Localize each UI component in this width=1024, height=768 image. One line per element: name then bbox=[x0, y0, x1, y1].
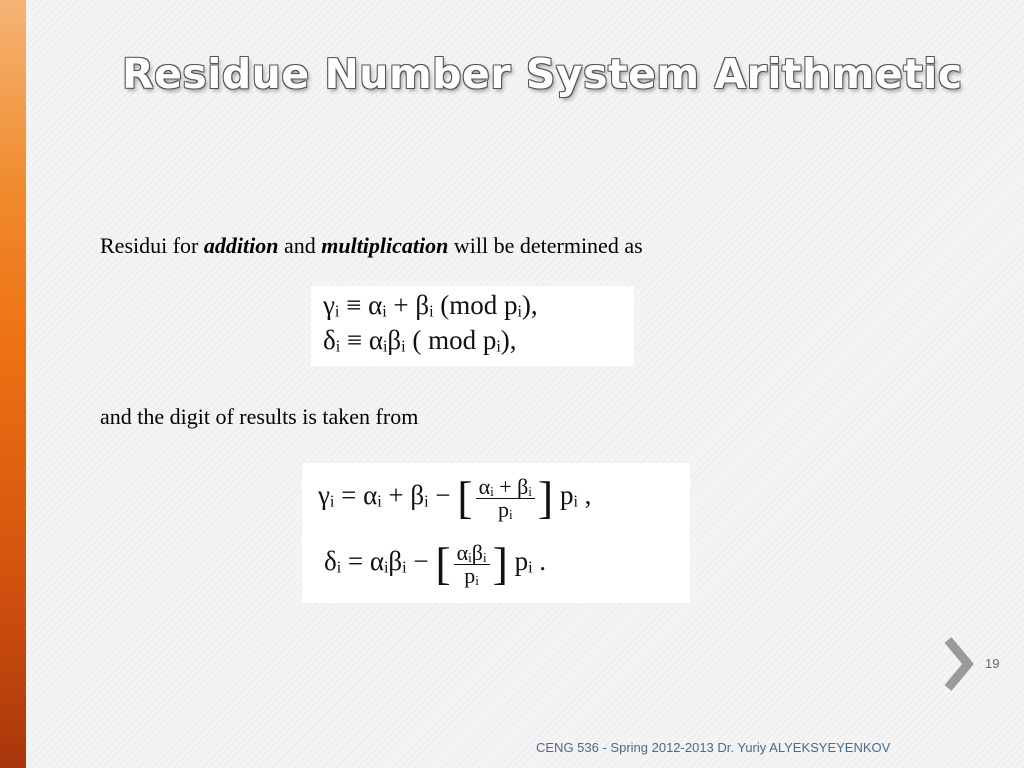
congruence-formulas bbox=[311, 286, 634, 366]
intro-suffix: will be determined as bbox=[453, 233, 643, 258]
formula-multiplication-lhs: δᵢ = αᵢβᵢ − bbox=[324, 546, 436, 577]
intro-text bbox=[100, 233, 643, 259]
left-bracket: [ bbox=[457, 472, 473, 523]
right-bracket: ] bbox=[537, 472, 554, 523]
right-bracket: ] bbox=[492, 538, 508, 589]
formula-multiplication-mod: δᵢ ≡ αᵢβᵢ ( mod pᵢ), bbox=[323, 325, 517, 355]
fraction-denominator: pᵢ bbox=[464, 562, 479, 588]
formula-addition-lhs: γᵢ = αᵢ + βᵢ − bbox=[318, 480, 458, 511]
left-bracket: [ bbox=[435, 538, 451, 589]
chevron-right-icon[interactable] bbox=[938, 634, 978, 694]
page-number: 19 bbox=[985, 656, 1000, 671]
fraction-denominator: pᵢ bbox=[497, 496, 513, 522]
intro-mid: and bbox=[283, 233, 316, 258]
fraction-multiplication bbox=[454, 539, 490, 588]
intro-prefix: Residui for bbox=[100, 233, 199, 258]
fraction-numerator: αᵢ + βᵢ bbox=[476, 476, 535, 499]
formula-multiplication-digit bbox=[324, 538, 547, 589]
formula-addition-digit bbox=[318, 472, 592, 523]
formula-multiplication-rhs: pᵢ . bbox=[507, 546, 547, 577]
term-addition: addition bbox=[203, 233, 279, 258]
outro-text: and the digit of results is taken from bbox=[100, 404, 419, 429]
term-multiplication: multiplication bbox=[321, 233, 449, 258]
fraction-addition bbox=[476, 473, 535, 522]
slide-title: Residue Number System Arithmetic bbox=[122, 50, 963, 98]
formula-addition-rhs: pᵢ , bbox=[553, 480, 592, 511]
formula-addition-mod: γᵢ ≡ αᵢ + βᵢ (mod pᵢ), bbox=[323, 290, 538, 320]
orange-side-bar bbox=[0, 0, 26, 768]
footer-text: CENG 536 - Spring 2012-2013 Dr. Yuriy ALYEKSYEYENKOV bbox=[536, 740, 891, 755]
digit-formulas bbox=[302, 463, 690, 603]
fraction-numerator: αᵢβᵢ bbox=[454, 542, 490, 565]
